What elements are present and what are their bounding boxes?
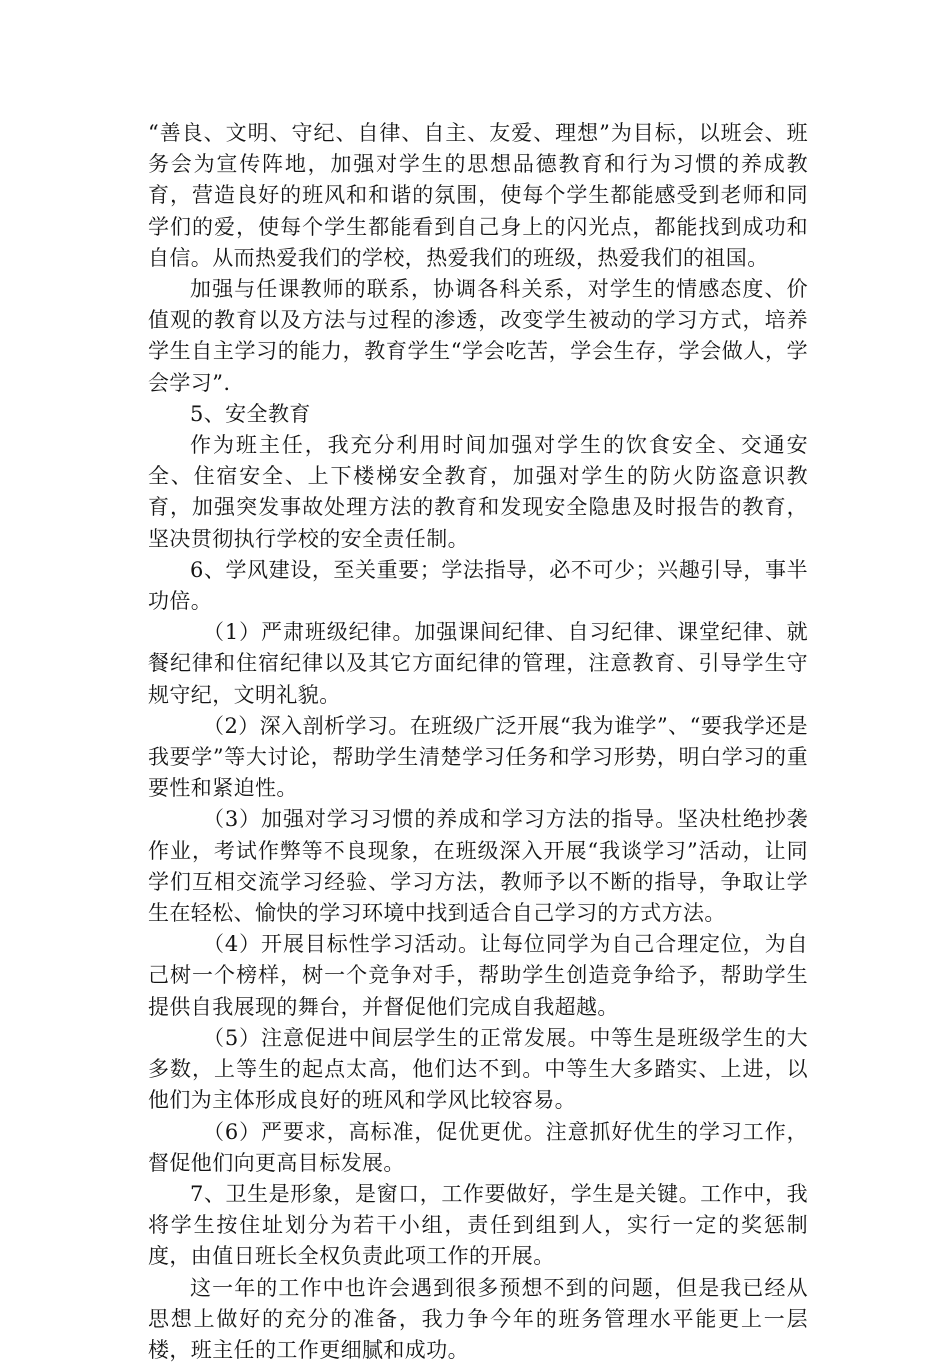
paragraph-teacher-coordination: 加强与任课教师的联系，协调各科关系，对学生的情感态度、价值观的教育以及方法与过程的渗透，改变学生被动的学习方式，培养学生自主学习的能力，教育学生“学会吃苦，学会生存，学会做人，学会学习”. — [148, 277, 808, 395]
heading-safety-education: 5、安全教育 — [190, 401, 311, 426]
paragraph-class-goals: “善良、文明、守纪、自律、自主、友爱、理想”为目标，以班会、班务会为宣传阵地，加强对学生的思想品德教育和行为习惯的养成教育，营造良好的班风和和谐的氛围，使每个学生都能感受到老师和同学们的爱，使每个学生都能看到自己身上的闪光点，都能找到成功和自信。从而热爱我们的学校，热爱我们的班级，热爱我们的祖国。 — [148, 121, 808, 270]
list-item-learning-analysis: （2）深入剖析学习。在班级广泛开展“我为谁学”、“要我学还是我要学”等大讨论，帮助学生清楚学习任务和学习形势，明白学习的重要性和紧迫性。 — [148, 713, 808, 801]
list-item-goal-activities: （4）开展目标性学习活动。让每位同学为自己合理定位，为自己树一个榜样，树一个竞争对手，帮助学生创造竞争给予，帮助学生提供自我展现的舞台，并督促他们完成自我超越。 — [148, 932, 808, 1019]
list-item-high-standards: （6）严要求，高标准，促优更优。注意抓好优生的学习工作，督促他们向更高目标发展。 — [148, 1119, 808, 1175]
paragraph-conclusion: 这一年的工作中也许会遇到很多预想不到的问题，但是我已经从思想上做好的充分的准备，我力争今年的班务管理水平能更上一层楼，班主任的工作更细腻和成功。 — [148, 1275, 808, 1362]
paragraph-hygiene: 7、卫生是形象，是窗口，工作要做好，学生是关键。工作中，我将学生按住址划分为若干小组，责任到组到人，实行一定的奖惩制度，由值日班长全权负责此项工作的开展。 — [148, 1181, 808, 1269]
list-item-discipline: （1）严肃班级纪律。加强课间纪律、自习纪律、课堂纪律、就餐纪律和住宿纪律以及其它方面纪律的管理，注意教育、引导学生守规守纪，文明礼貌。 — [148, 620, 808, 707]
document-body — [148, 118, 808, 1366]
paragraph-study-style: 6、学风建设，至关重要；学法指导，必不可少；兴趣引导，事半功倍。 — [148, 557, 808, 614]
paragraph-safety-education: 作为班主任，我充分利用时间加强对学生的饮食安全、交通安全、住宿安全、上下楼梯安全教育，加强对学生的防火防盗意识教育，加强突发事故处理方法的教育和发现安全隐患及时报告的教育，坚决贯彻执行学校的安全责任制。 — [148, 433, 808, 551]
list-item-study-habits: （3）加强对学习习惯的养成和学习方法的指导。坚决杜绝抄袭作业，考试作弊等不良现象，在班级深入开展“我谈学习”活动，让同学们互相交流学习经验、学习方法，教师予以不断的指导，争取让学生在轻松、愉快的学习环境中找到适合自己学习的方式方法。 — [148, 807, 808, 926]
list-item-middle-students: （5）注意促进中间层学生的正常发展。中等生是班级学生的大多数，上等生的起点太高，他们达不到。中等生大多踏实、上进，以他们为主体形成良好的班风和学风比较容易。 — [148, 1025, 808, 1113]
